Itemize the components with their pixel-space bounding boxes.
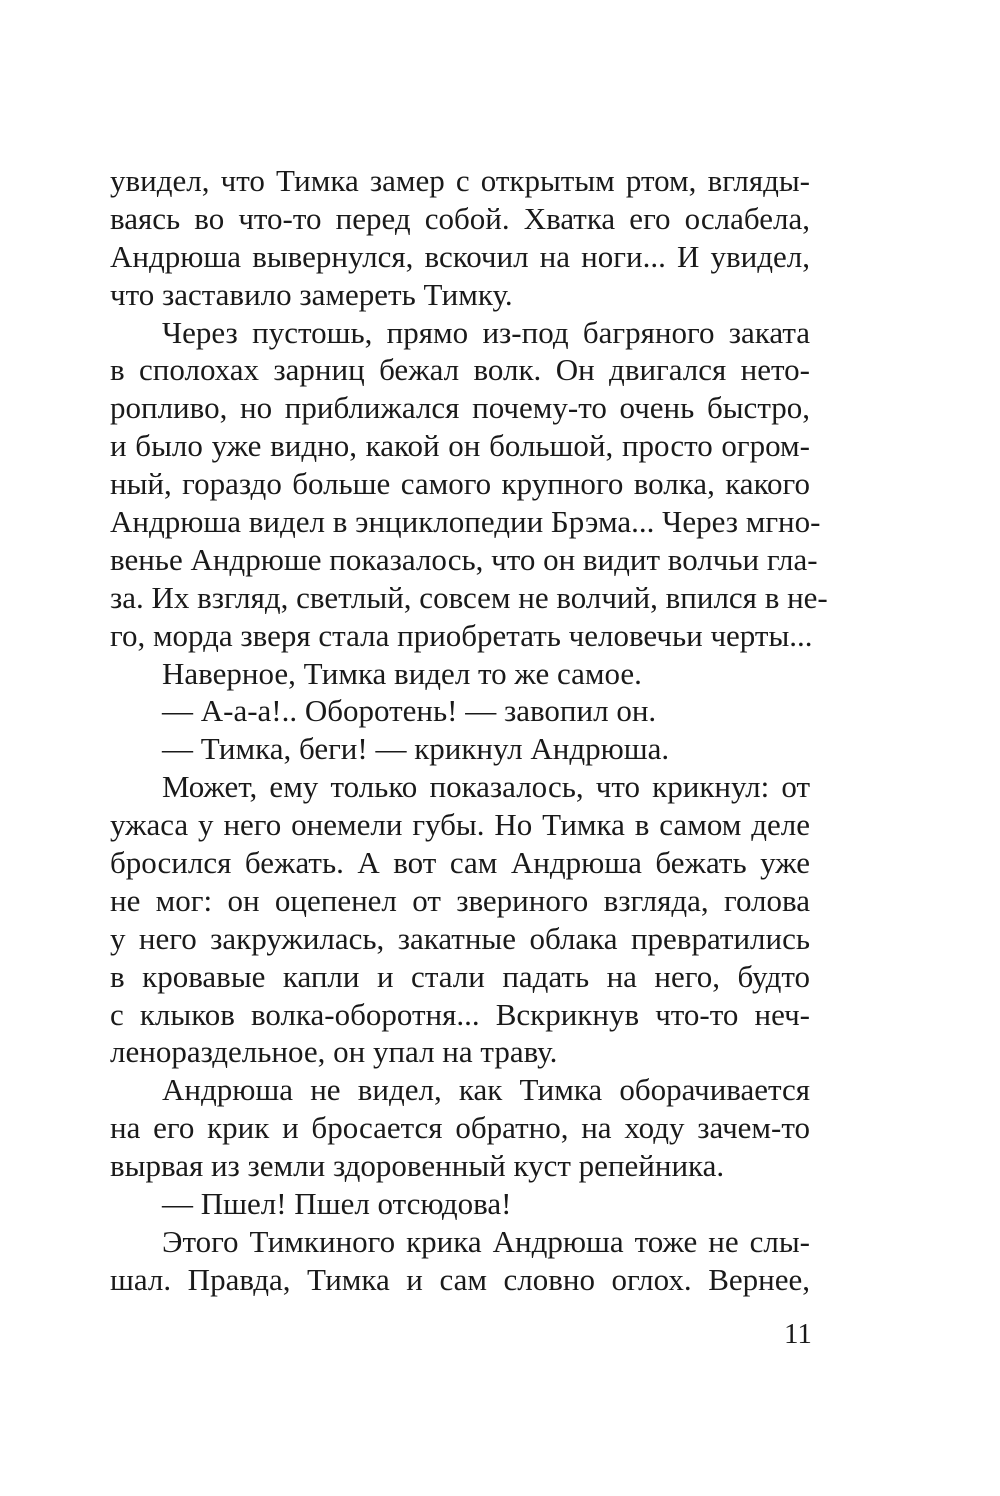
text-line: ный, гораздо больше самого крупного волка, какого <box>110 466 810 502</box>
text-line: что заставило замереть Тимку. <box>110 276 513 312</box>
text-line: и было уже видно, какой он большой, просто огром- <box>110 428 810 464</box>
text-line: венье Андрюше показалось, что он видит волчьи гла- <box>110 541 818 577</box>
text-line: шал. Правда, Тимка и сам словно оглох. Вернее, <box>110 1261 810 1297</box>
text-line: на его крик и бросается обратно, на ходу зачем-то <box>110 1110 810 1146</box>
text-line: Может, ему только показалось, что крикнул: от <box>162 769 810 805</box>
text-line: не мог: он оцепенел от звериного взгляда, голова <box>110 882 810 918</box>
text-line: Андрюша не видел, как Тимка оборачивается <box>162 1072 810 1108</box>
text-line: Андрюша видел в энциклопедии Брэма... Через мгно- <box>110 504 821 540</box>
text-line: ваясь во что-то перед собой. Хватка его ослабела, <box>110 200 810 236</box>
dialogue-line: — Тимка, беги! — крикнул Андрюша. <box>162 731 670 767</box>
text-line: в сполохах зарниц бежал волк. Он двигался нето- <box>110 352 810 388</box>
text-line: Андрюша вывернулся, вскочил на ноги... И увидел, <box>110 238 810 274</box>
text-line: ропливо, но приближался почему-то очень быстро, <box>110 390 810 426</box>
text-line: Наверное, Тимка видел то же самое. <box>162 655 642 691</box>
text-line: Через пустошь, прямо из-под багряного заката <box>162 314 810 350</box>
text-line: вырвая из земли здоровенный куст репейника. <box>110 1148 725 1184</box>
text-line: увидел, что Тимка замер с открытым ртом, вгляды- <box>110 163 810 198</box>
text-line: с клыков волка-оборотня... Вскрикнув что-то неч- <box>110 996 810 1032</box>
text-line: в кровавые капли и стали падать на него, будто <box>110 958 810 994</box>
text-line: бросился бежать. А вот сам Андрюша бежать уже <box>110 845 810 881</box>
text-line: ленораздельное, он упал на траву. <box>110 1034 558 1070</box>
text-line: ужаса у него онемели губы. Но Тимка в самом деле <box>110 807 810 843</box>
text-line: Этого Тимкиного крика Андрюша тоже не слы- <box>162 1223 810 1259</box>
dialogue-line: — Пшел! Пшел отсюдова! <box>162 1186 512 1222</box>
dialogue-line: — А-а-а!.. Оборотень! — завопил он. <box>162 693 657 729</box>
text-line: го, морда зверя стала приобретать человечьи черты... <box>110 617 813 653</box>
page-text <box>110 162 828 1299</box>
text-line: за. Их взгляд, светлый, совсем не волчий, впился в не- <box>110 579 828 615</box>
text-line: у него закружилась, закатные облака превратились <box>110 920 810 956</box>
page-number: 11 <box>784 1318 812 1350</box>
